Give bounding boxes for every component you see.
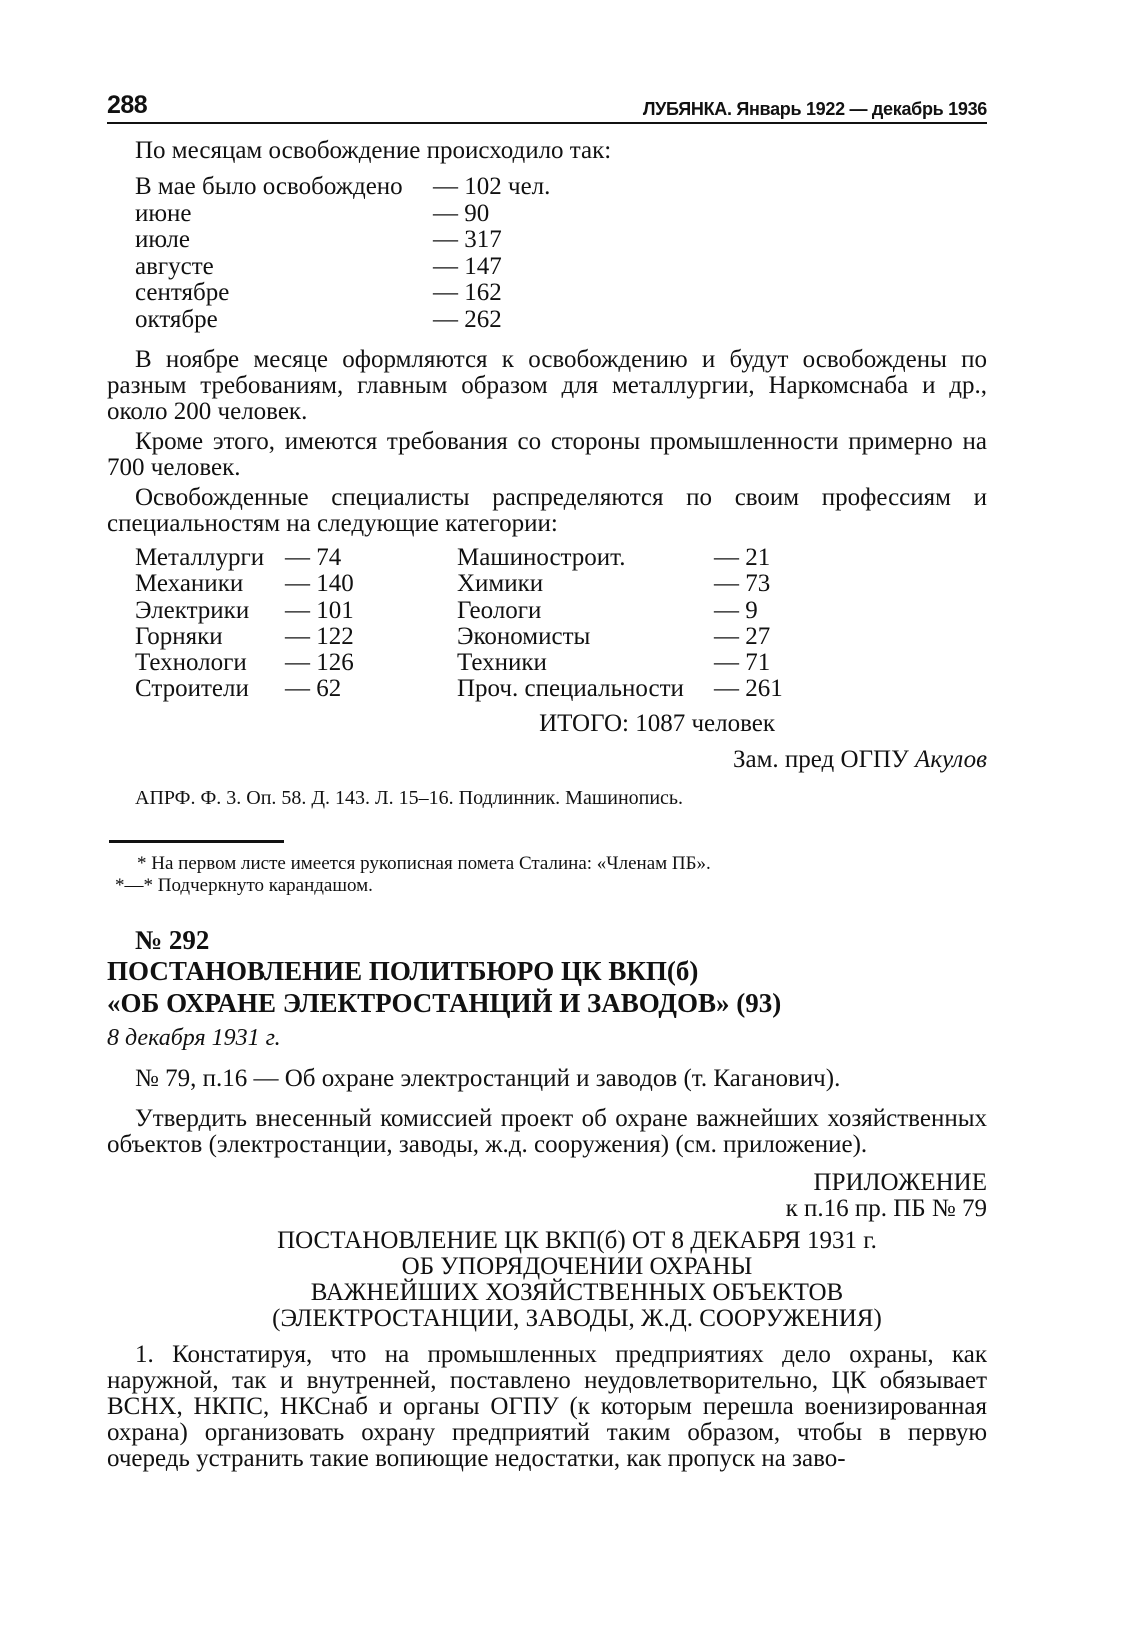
category-row: Проч. специальности — 261 — [457, 675, 783, 703]
month-row: июне — 90 — [135, 199, 490, 227]
category-row: Химики — 73 — [457, 570, 771, 598]
paragraph-industry: Кроме этого, имеются требования со стороны промышленности примерно на 700 человек. — [107, 428, 987, 481]
book-page — [107, 90, 987, 1472]
appendix-label: ПРИЛОЖЕНИЕ — [813, 1168, 987, 1196]
category-row: Механики — 140 — [135, 570, 354, 598]
archive-reference: АПРФ. Ф. 3. Оп. 58. Д. 143. Л. 15–16. Подлинник. Машинопись. — [135, 786, 684, 809]
month-row: В мае было освобождено — 102 чел. — [135, 173, 551, 200]
document-resolution: Утвердить внесенный комиссией проект об охране важнейших хозяйственных объектов (электростанции, заводы, ж.д. сооружения) (см. приложение). — [107, 1104, 987, 1158]
document-date: 8 декабря 1931 г. — [107, 1024, 281, 1051]
category-row: Геологи — 9 — [457, 596, 758, 624]
appendix-reference: к п.16 пр. ПБ № 79 — [785, 1194, 987, 1222]
document-number: № 292 — [135, 924, 210, 955]
paragraph-november: В ноябре месяце оформляются к освобождению и будут освобождены по разным требованиям, главным образом для металлургии, Наркомснаба и др., около 200 человек. — [107, 346, 987, 425]
document-item: № 79, п.16 — Об охране электростанций и заводов (т. Каганович). — [135, 1064, 841, 1092]
paragraph-categories-intro: Освобожденные специалисты распределяются по своим профессиям и специальностям на следующие категории: — [107, 484, 987, 537]
month-row: августе — 147 — [135, 252, 502, 280]
footnote: *—* Подчеркнуто карандашом. — [115, 874, 373, 896]
category-row: Технологи — 126 — [135, 649, 354, 677]
month-row: июле — 317 — [135, 226, 502, 253]
document-title-line-2: «ОБ ОХРАНЕ ЭЛЕКТРОСТАНЦИЙ И ЗАВОДОВ» (93) — [107, 987, 782, 1018]
months-intro: По месяцам освобождение происходило так: — [135, 137, 612, 164]
category-row: Машиностроит. — 21 — [457, 544, 771, 571]
footnote: * На первом листе имеется рукописная помета Сталина: «Членам ПБ». — [137, 852, 711, 874]
page-header — [107, 90, 987, 124]
page-number: 288 — [107, 91, 148, 119]
category-row: Строители — 62 — [135, 675, 342, 703]
category-row: Горняки — 122 — [135, 622, 354, 650]
document-title-line-1: ПОСТАНОВЛЕНИЕ ПОЛИТБЮРО ЦК ВКП(б) — [107, 955, 699, 986]
total-line: ИТОГО: 1087 человек — [539, 709, 775, 737]
category-row: Электрики — 101 — [135, 596, 354, 624]
footnote-divider — [109, 840, 284, 843]
categories-left-column — [135, 545, 457, 703]
appendix-title: ПОСТАНОВЛЕНИЕ ЦК ВКП(б) ОТ 8 ДЕКАБРЯ 1931 г. ОБ УПОРЯДОЧЕНИИ ОХРАНЫ ВАЖНЕЙШИХ ХОЗЯЙСТВЕННЫХ ОБЪЕКТОВ (ЭЛЕКТРОСТАНЦИИ, ЗАВОДЫ, Ж.Д. СООРУЖЕНИЯ) — [272, 1226, 882, 1332]
month-row: октябре — 262 — [135, 305, 502, 333]
running-title: ЛУБЯНКА. Январь 1922 — декабрь 1936 — [642, 99, 987, 119]
category-row: Металлурги — 74 — [135, 544, 342, 571]
signature-name: Акулов — [915, 745, 987, 773]
month-row: сентябре — 162 — [135, 279, 502, 306]
signature-position: Зам. пред ОГПУ — [732, 745, 909, 773]
category-row: Экономисты — 27 — [457, 622, 771, 650]
appendix-point-1: 1. Констатируя, что на промышленных предприятиях дело охраны, как наружной, так и внутренней, поставлено неудовлетворительно, ЦК обязывает ВСНХ, НКПС, НКСнаб и органы ОГПУ (к которым перешла военизированная охрана) организовать охрану предприятий таким образом, чтобы в первую очередь устранить такие вопиющие недостатки, как пропуск на заво- — [107, 1340, 987, 1472]
categories-right-column — [457, 545, 783, 703]
months-list — [135, 174, 987, 333]
categories-table — [135, 545, 987, 703]
appendix-header — [107, 1170, 987, 1222]
category-row: Техники — 71 — [457, 649, 771, 677]
signature — [107, 747, 987, 773]
